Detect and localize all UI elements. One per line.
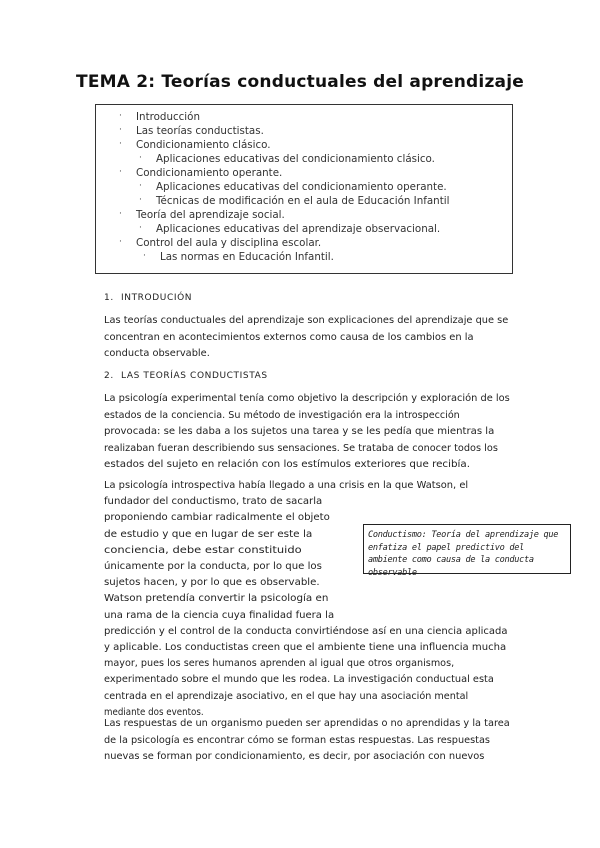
text-line: Las teorías conductuales del aprendizaje son explicaciones del aprendizaje que se [104,315,509,326]
bullet-icon: · [119,139,122,149]
toc-item-label: Aplicaciones educativas del condicionamiento operante. [156,181,447,193]
section-title: INTRODUCIÓN [121,293,193,303]
toc-item [119,209,285,221]
text-line: realizaban fueran describiendo sus sensaciones. Se trataba de conocer todos los [104,442,498,454]
toc-item [119,167,283,179]
bullet-icon: · [119,125,122,135]
bullet-icon: · [139,223,142,233]
bullet-icon: · [139,181,142,191]
toc-item-label: Teoría del aprendizaje social. [136,209,285,221]
text-line: La psicología introspectiva había llegado a una crisis en la que Watson, el [104,480,469,491]
bullet-icon: · [119,167,122,177]
section-number: 2. [104,371,114,381]
toc-item [119,125,264,137]
toc-item [119,111,200,123]
toc-item-label: Aplicaciones educativas del condicionamiento clásico. [156,153,435,165]
toc-item [139,181,447,193]
toc-item [139,195,450,207]
text-line: únicamente por la conducta, por lo que los [104,561,322,572]
text-line: y aplicable. Los conductistas creen que el ambiente tiene una influencia mucha [104,642,507,653]
toc-item-label: Control del aula y disciplina escolar. [136,237,322,249]
text-line: de estudio y que en lugar de ser este la [104,528,313,540]
bullet-icon: · [119,237,122,247]
page-title: TEMA 2: Teorías conductuales del aprendizaje [76,72,524,92]
text-line: Las respuestas de un organismo pueden ser aprendidas o no aprendidas y la tarea [104,718,510,729]
toc-item-label: Técnicas de modificación en el aula de Educación Infantil [156,195,450,207]
text-line: estados de la conciencia. Su método de investigación era la introspección [104,409,460,421]
definition-callout: Conductismo: Teoría del aprendizaje que enfatiza el papel predictivo del ambiente como causa de la conducta observable [363,524,571,574]
toc-item [119,237,322,249]
section-number: 1. [104,293,114,303]
bullet-icon: · [143,251,146,261]
toc-item-label: Las teorías conductistas. [136,125,264,137]
toc-item-label: Condicionamiento operante. [136,167,283,179]
toc-item [139,153,435,165]
text-line: sujetos hacen, y por lo que es observable. [104,577,320,589]
text-line: La psicología experimental tenía como objetivo la descripción y exploración de los [104,393,510,404]
toc-item-label: Las normas en Educación Infantil. [160,251,334,263]
text-line: predicción y el control de la conducta convirtiéndose así en una ciencia aplicada [104,625,508,637]
text-line: nuevas se forman por condicionamiento, es decir, por asociación con nuevos [104,751,485,762]
text-line: provocada: se les daba a los sujetos una tarea y se les pedía que mientras la [104,426,495,437]
toc-item-label: Aplicaciones educativas del aprendizaje observacional. [156,223,441,235]
text-line: centrada en el aprendizaje asociativo, en el que hay una asociación mental [104,690,469,702]
text-line: concentran en acontecimientos externos como causa de los cambios en la [104,331,474,343]
text-line: Watson pretendía convertir la psicología en [104,593,329,605]
bullet-icon: · [119,209,122,219]
section-title: LAS TEORÍAS CONDUCTISTAS [121,371,268,381]
text-line: conciencia, debe estar constituido [104,544,302,556]
bullet-icon: · [119,111,122,121]
text-line: estados del sujeto en relación con los estímulos exteriores que recibía. [104,459,470,470]
text-line: fundador del conductismo, trato de sacarla [104,496,323,508]
text-line: de la psicología es encontrar cómo se forman estas respuestas. Las respuestas [104,734,491,746]
text-line: mediante dos eventos. [104,706,204,718]
text-line: una rama de la ciencia cuya finalidad fuera la [104,609,335,621]
text-line: mayor, pues los seres humanos aprenden al igual que otros organismos, [104,658,455,670]
section-heading-introduccion [104,293,192,303]
bullet-icon: · [139,153,142,163]
section-heading-conductistas [104,371,268,381]
toc-item [119,139,271,151]
text-line: conducta observable. [104,348,210,359]
toc-item [139,223,441,235]
text-line: proponiendo cambiar radicalmente el objeto [104,512,330,524]
bullet-icon: · [139,195,142,205]
text-line: experimentado sobre el mundo que les rodea. La investigación conductual esta [104,674,494,686]
toc-item-label: Introducción [136,111,200,123]
toc-item-label: Condicionamiento clásico. [136,139,271,151]
toc-item [143,251,334,263]
